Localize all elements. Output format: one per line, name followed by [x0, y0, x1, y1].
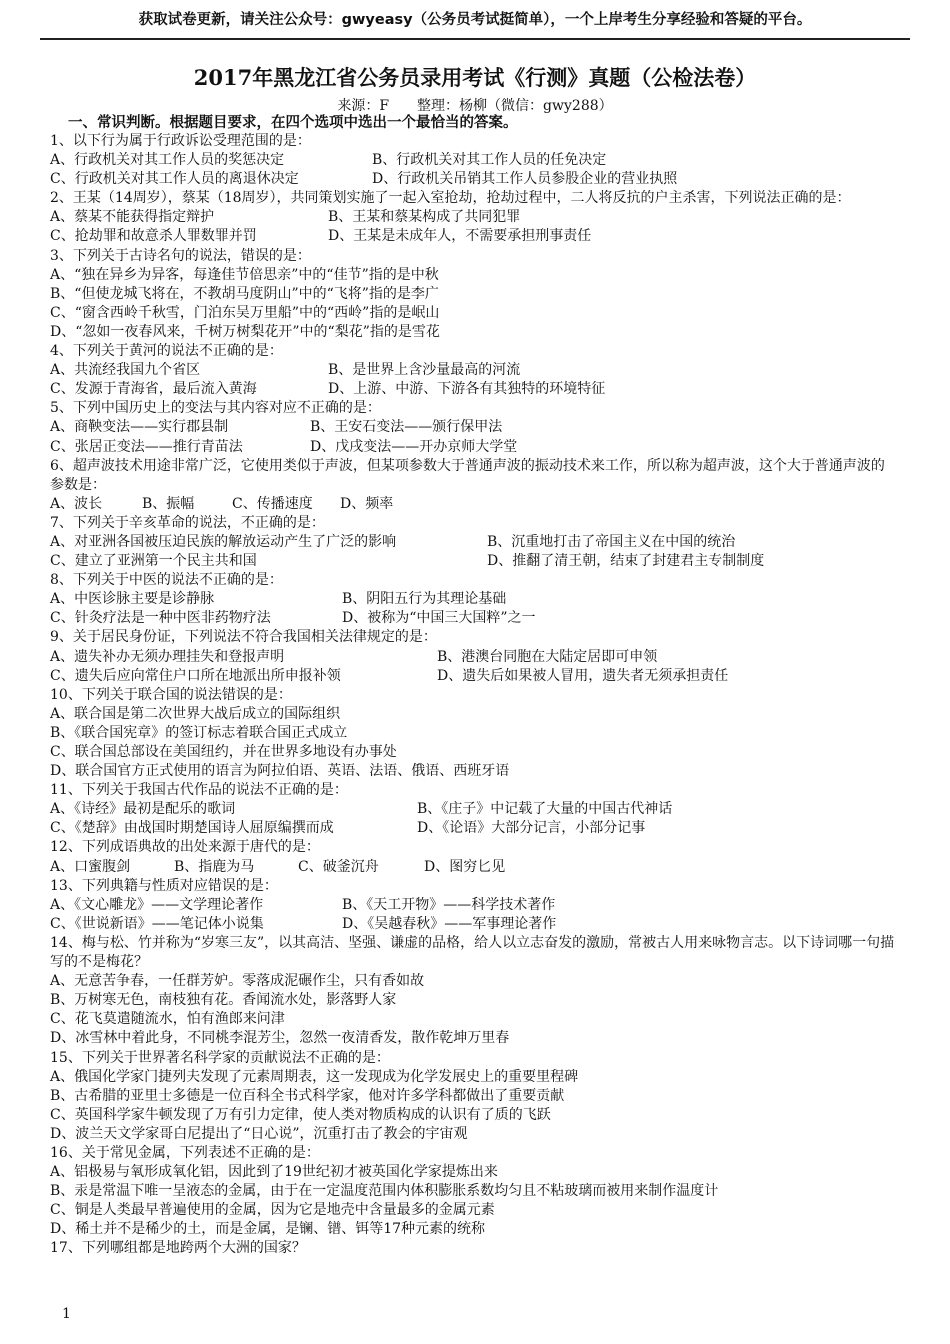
question-2: [50, 189, 898, 246]
questions-container: [50, 132, 898, 1259]
option-A: C、“窗含西岭千秋雪，门泊东吴万里船”中的“西岭”指的是岷山: [50, 304, 440, 321]
option-row: [50, 438, 898, 457]
option-A: A、对亚洲各国被压迫民族的解放运动产生了广泛的影响: [50, 533, 397, 550]
option-A: D、“忽如一夜春风来，千树万树梨花开”中的“梨花”指的是雪花: [50, 323, 440, 340]
option-row: [50, 266, 898, 285]
option-A: A、蔡某不能获得指定辩护: [50, 209, 215, 226]
option-C: C、《世说新语》——笔记体小说集: [50, 915, 264, 932]
question-14: [50, 934, 898, 1049]
question-stem: 13、下列典籍与性质对应错误的是：: [50, 877, 278, 894]
option-row: [50, 170, 898, 189]
option-A: B、汞是常温下唯一呈液态的金属，由于在一定温度范围内体积膨胀系数均匀且不粘玻璃而被用来制作温度计: [50, 1183, 719, 1200]
option-row: [50, 495, 898, 514]
question-9: [50, 628, 898, 685]
option-A: C、英国科学家牛顿发现了万有引力定律，使人类对物质构成的认识有了质的飞跃: [50, 1106, 551, 1123]
option-C: C、张居正变法——推行青苗法: [50, 438, 243, 455]
question-6: [50, 457, 898, 514]
option-A: A、共流经我国九个省区: [50, 362, 201, 379]
option-D: D、被称为“中国三大国粹”之一: [342, 610, 536, 627]
option-row: [50, 227, 898, 246]
option-C: C、抢劫罪和故意杀人罪数罪并罚: [50, 228, 257, 245]
question-11: [50, 781, 898, 838]
option-row: [50, 380, 898, 399]
option-row: [50, 1220, 898, 1239]
option-row: [50, 1182, 898, 1201]
question-16: [50, 1144, 898, 1239]
option-row: [50, 896, 898, 915]
option-row: [50, 724, 898, 743]
option-D: D、上游、中游、下游各有其独特的环境特征: [328, 381, 606, 398]
option-D: D、戊戌变法——开办京师大学堂: [310, 438, 518, 455]
option-row: [50, 151, 898, 170]
option-D: D、《吴越春秋》——军事理论著作: [342, 915, 557, 932]
page-title: 2017年黑龙江省公务员录用考试《行测》真题（公检法卷）: [193, 65, 757, 90]
option-B: B、是世界上含沙量最高的河流: [328, 362, 521, 379]
option-row: [50, 1010, 898, 1029]
option-C: C、破釜沉舟: [298, 858, 379, 875]
promo-banner: 获取试卷更新，请关注公众号：gwyeasy（公务员考试挺简单），一个上岸考生分享经验和答疑的平台。: [40, 0, 910, 40]
question-1: [50, 132, 898, 189]
option-A: A、中医诊脉主要是诊静脉: [50, 591, 215, 608]
option-row: [50, 590, 898, 609]
option-row: [50, 743, 898, 762]
option-B: B、沉重地打击了帝国主义在中国的统治: [487, 533, 736, 550]
question-stem: 7、下列关于辛亥革命的说法，不正确的是：: [50, 514, 325, 531]
option-A: A、口蜜腹剑: [50, 858, 131, 875]
option-D: D、图穷匕见: [424, 858, 506, 875]
option-A: A、铝极易与氧形成氧化铝，因此到了19世纪初才被英国化学家提炼出来: [50, 1164, 498, 1181]
question-stem: 5、下列中国历史上的变法与其内容对应不正确的是：: [50, 400, 381, 417]
question-stem: 6、超声波技术用途非常广泛，它使用类似于声波，但某项参数大于普通声波的振动技术来工作，所以称为超声波，这个大于普通声波的参数是：: [50, 457, 885, 493]
question-stem: 16、关于常见金属，下列表述不正确的是：: [50, 1144, 320, 1161]
option-row: [50, 323, 898, 342]
question-17: [50, 1239, 898, 1258]
question-list: [50, 113, 898, 1259]
option-A: A、波长: [50, 495, 103, 512]
question-15: [50, 1049, 898, 1144]
option-D: D、《论语》大部分记言，小部分记事: [417, 820, 646, 837]
option-row: [50, 1125, 898, 1144]
option-A: D、冰雪林中着此身，不同桃李混芳尘，忽然一夜清香发，散作乾坤万里春: [50, 1030, 510, 1047]
question-stem: 2、王某（14周岁），蔡某（18周岁），共同策划实施了一起入室抢劫，抢劫过程中，二人将反抗的户主杀害，下列说法正确的是：: [50, 190, 851, 207]
option-row: [50, 819, 898, 838]
option-row: [50, 304, 898, 323]
option-B: B、王安石变法——颁行保甲法: [310, 419, 503, 436]
question-8: [50, 571, 898, 628]
question-13: [50, 877, 898, 934]
option-row: [50, 915, 898, 934]
option-C: C、针灸疗法是一种中医非药物疗法: [50, 610, 271, 627]
option-row: [50, 800, 898, 819]
question-stem: 10、下列关于联合国的说法错误的是：: [50, 686, 292, 703]
question-stem: 8、下列关于中医的说法不正确的是：: [50, 572, 283, 589]
option-row: [50, 609, 898, 628]
option-C: C、传播速度: [232, 495, 313, 512]
question-stem: 9、关于居民身份证，下列说法不符合我国相关法律规定的是：: [50, 629, 437, 646]
question-stem: 15、下列关于世界著名科学家的贡献说法不正确的是：: [50, 1049, 390, 1066]
question-stem: 1、以下行为属于行政诉讼受理范围的是：: [50, 133, 311, 149]
option-row: [50, 208, 898, 227]
page-number: 1: [62, 1306, 71, 1322]
option-A: A、《诗经》最初是配乐的歌词: [50, 801, 236, 818]
option-B: B、王某和蔡某构成了共同犯罪: [328, 209, 521, 226]
option-B: B、指鹿为马: [174, 858, 255, 875]
question-5: [50, 399, 898, 456]
option-row: [50, 762, 898, 781]
option-row: [50, 1201, 898, 1220]
option-C: C、建立了亚洲第一个民主共和国: [50, 553, 257, 570]
option-row: [50, 1087, 898, 1106]
question-stem: 4、下列关于黄河的说法不正确的是：: [50, 343, 283, 360]
option-C: C、《楚辞》由战国时期楚国诗人屈原编撰而成: [50, 820, 334, 837]
option-A: A、商鞅变法——实行郡县制: [50, 419, 229, 436]
option-B: B、《天工开物》——科学技术著作: [342, 896, 556, 913]
option-A: A、联合国是第二次世界大战后成立的国际组织: [50, 705, 341, 722]
question-12: [50, 838, 898, 876]
option-A: A、《文心雕龙》——文学理论著作: [50, 896, 264, 913]
option-row: [50, 361, 898, 380]
question-stem: 11、下列关于我国古代作品的说法不正确的是：: [50, 782, 348, 799]
option-row: [50, 418, 898, 437]
option-A: C、联合国总部设在美国纽约，并在世界多地设有办事处: [50, 744, 397, 760]
option-A: D、联合国官方正式使用的语言为阿拉伯语、英语、法语、俄语、西班牙语: [50, 763, 510, 780]
option-row: [50, 972, 898, 991]
option-A: B、《联合国宪章》的签订标志着联合国正式成立: [50, 724, 348, 741]
option-row: [50, 1163, 898, 1182]
option-A: B、“但使龙城飞将在，不教胡马度阴山”中的“飞将”指的是李广: [50, 285, 439, 302]
option-row: [50, 1106, 898, 1125]
source-line: 来源：F 整理：杨柳（微信：gwy288）: [337, 98, 613, 114]
option-D: D、频率: [340, 495, 394, 512]
option-D: D、推翻了清王朝，结束了封建君主专制制度: [487, 553, 765, 570]
option-A: D、稀土并不是稀少的土，而是金属，是镧、镨、铒等17种元素的统称: [50, 1221, 486, 1238]
option-row: [50, 552, 898, 571]
option-A: C、花飞莫遣随流水，怕有渔郎来问津: [50, 1011, 285, 1028]
option-row: [50, 285, 898, 304]
option-B: B、行政机关对其工作人员的任免决定: [372, 152, 607, 169]
option-row: [50, 648, 898, 667]
question-stem: 14、梅与松、竹并称为“岁寒三友”，以其高洁、坚强、谦虚的品格，给人以立志奋发的激励，常被古人用来咏物言志。以下诗词哪一句描写的不是梅花？: [50, 934, 895, 971]
option-D: D、遗失后如果被人冒用，遗失者无须承担责任: [437, 667, 729, 684]
option-A: A、“独在异乡为异客，每逢佳节倍思亲”中的“佳节”指的是中秋: [50, 266, 439, 283]
question-7: [50, 514, 898, 571]
option-A: A、遗失补办无须办理挂失和登报声明: [50, 648, 285, 665]
question-4: [50, 342, 898, 399]
option-C: C、发源于青海省，最后流入黄海: [50, 381, 257, 398]
question-10: [50, 686, 898, 781]
option-row: [50, 1068, 898, 1087]
option-A: A、行政机关对其工作人员的奖惩决定: [50, 152, 285, 169]
option-D: D、行政机关吊销其工作人员参股企业的营业执照: [372, 171, 678, 188]
option-A: B、古希腊的亚里士多德是一位百科全书式科学家，他对许多学科都做出了重要贡献: [50, 1087, 565, 1104]
question-stem: 3、下列关于古诗名句的说法，错误的是：: [50, 247, 311, 264]
option-A: A、无意苦争春，一任群芳妒。零落成泥碾作尘，只有香如故: [50, 973, 425, 990]
option-row: [50, 667, 898, 686]
option-B: B、振幅: [142, 495, 195, 512]
option-row: [50, 1029, 898, 1048]
option-row: [50, 991, 898, 1010]
option-B: B、阴阳五行为其理论基础: [342, 591, 507, 608]
option-C: C、行政机关对其工作人员的离退休决定: [50, 171, 299, 188]
option-B: B、港澳台同胞在大陆定居即可申领: [437, 648, 658, 665]
section-heading: 一、常识判断。根据题目要求，在四个选项中选出一个最恰当的答案。: [68, 114, 518, 131]
question-stem: 12、下列成语典故的出处来源于唐代的是：: [50, 839, 320, 856]
question-stem: 17、下列哪组都是地跨两个大洲的国家？: [50, 1240, 306, 1257]
option-row: [50, 705, 898, 724]
option-row: [50, 858, 898, 877]
option-row: [50, 533, 898, 552]
option-B: B、《庄子》中记载了大量的中国古代神话: [417, 801, 673, 818]
option-A: B、万树寒无色，南枝独有花。香闻流水处，影落野人家: [50, 992, 397, 1009]
option-A: C、铜是人类最早普遍使用的金属，因为它是地壳中含量最多的金属元素: [50, 1202, 495, 1219]
option-C: C、遗失后应向常住户口所在地派出所申报补领: [50, 667, 341, 684]
option-A: A、俄国化学家门捷列夫发现了元素周期表，这一发现成为化学发展史上的重要里程碑: [50, 1068, 579, 1085]
option-D: D、王某是未成年人，不需要承担刑事责任: [328, 228, 592, 245]
option-A: D、波兰天文学家哥白尼提出了“日心说”，沉重打击了教会的宇宙观: [50, 1125, 468, 1142]
question-3: [50, 247, 898, 342]
